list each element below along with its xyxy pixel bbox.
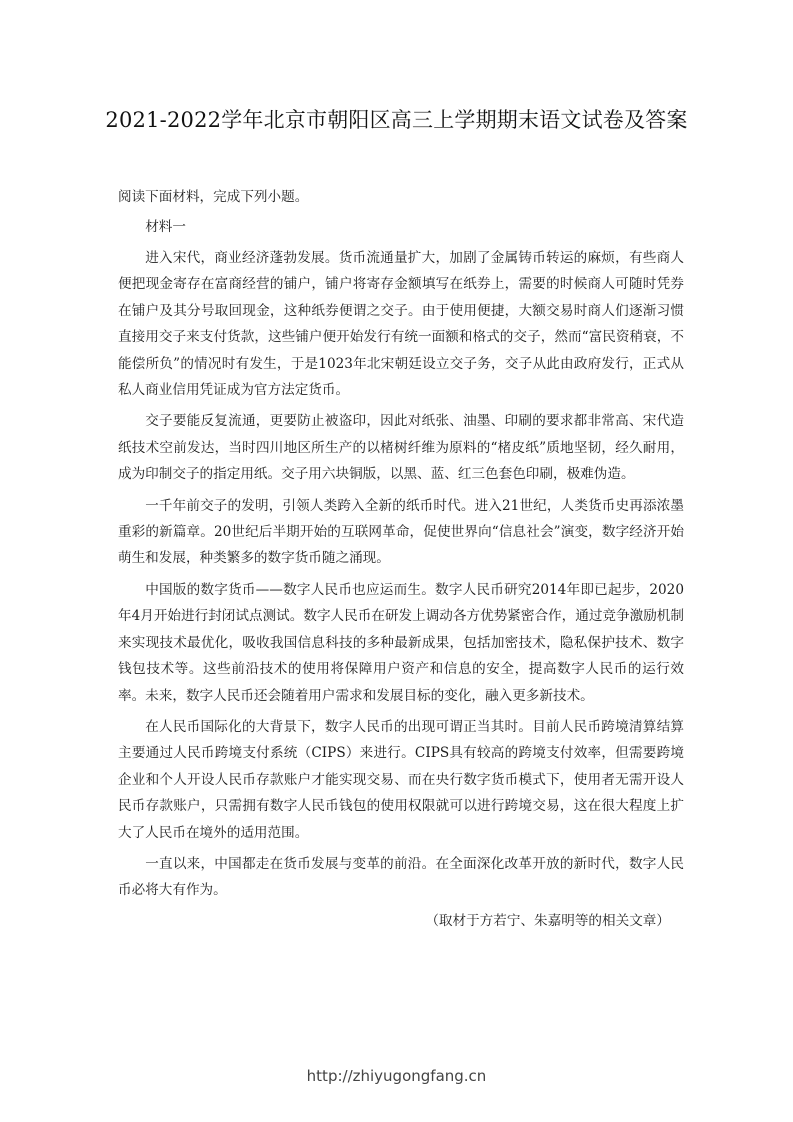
source-citation: （取材于方若宁、朱嘉明等的相关文章） (425, 912, 670, 929)
paragraph: 交子要能反复流通，更要防止被盗印，因此对纸张、油墨、印刷的要求都非常高、宋代造纸技术空前发达，当时四川地区所生产的以楮树纤维为原料的“楮皮纸”质地坚韧，经久耐用，成为印制交子的指定用纸。交子用六块铜版，以黑、蓝、红三色套色印刷，极难伪造。 (118, 413, 684, 483)
document-body (118, 184, 684, 934)
paragraph: 中国版的数字货币——数字人民币也应运而生。数字人民币研究2014年即已起步，2020年4月开始进行封闭试点测试。数字人民币在研发上调动各方优势紧密合作，通过竞争激励机制来实现技术最优化，吸收我国信息科技的多种最新成果，包括加密技术，隐私保护技术、数字钱包技术等。这些前沿技术的使用将保障用户资产和信息的安全，提高数字人民币的运行效率。未来，数字人民币还会随着用户需求和发展目标的变化，融入更多新技术。 (118, 581, 684, 704)
paragraph: 进入宋代，商业经济蓬勃发展。货币流通量扩大，加剧了金属铸币转运的麻烦，有些商人便把现金寄存在富商经营的铺户，铺户将寄存金额填写在纸券上，需要的时候商人可随时凭券在铺户及其分号取回现金，这种纸券便谓之交子。由于使用便捷，大额交易时商人们逐渐习惯直接用交子来支付货款，这些铺户便开始发行有统一面额和格式的交子，然而“富民资稍衰，不能偿所负”的情况时有发生，于是1023年北宋朝廷设立交子务，交子从此由政府发行，正式从私人商业信用凭证成为官方法定货币。 (118, 250, 684, 399)
document-title: 2021-2022学年北京市朝阳区高三上学期期末语文试卷及答案 (105, 108, 688, 132)
paragraph: 一直以来，中国都走在货币发展与变革的前沿。在全面深化改革开放的新时代，数字人民币必将大有作为。 (118, 855, 684, 899)
paragraph: 在人民币国际化的大背景下，数字人民币的出现可谓正当其时。目前人民币跨境清算结算主要通过人民币跨境支付系统（CIPS）来进行。CIPS具有较高的跨境支付效率，但需要跨境企业和个人开设人民币存款账户才能实现交易、而在央行数字货币模式下，使用者无需开设人民币存款账户，只需拥有数字人民币钱包的使用权限就可以进行跨境交易，这在很大程度上扩大了人民币在境外的适用范围。 (118, 718, 684, 841)
material-label: 材料一 (145, 219, 186, 235)
paragraph: 一千年前交子的发明，引领人类跨入全新的纸币时代。进入21世纪，人类货币史再添浓墨重彩的新篇章。20世纪后半期开始的互联网革命，促使世界向“信息社会”演变，数字经济开始萌生和发展，种类繁多的数字货币随之涌现。 (118, 497, 684, 567)
instruction-text: 阅读下面材料，完成下列小题。 (118, 189, 309, 205)
footer-url: http://zhiyugongfang.cn (306, 1067, 487, 1085)
